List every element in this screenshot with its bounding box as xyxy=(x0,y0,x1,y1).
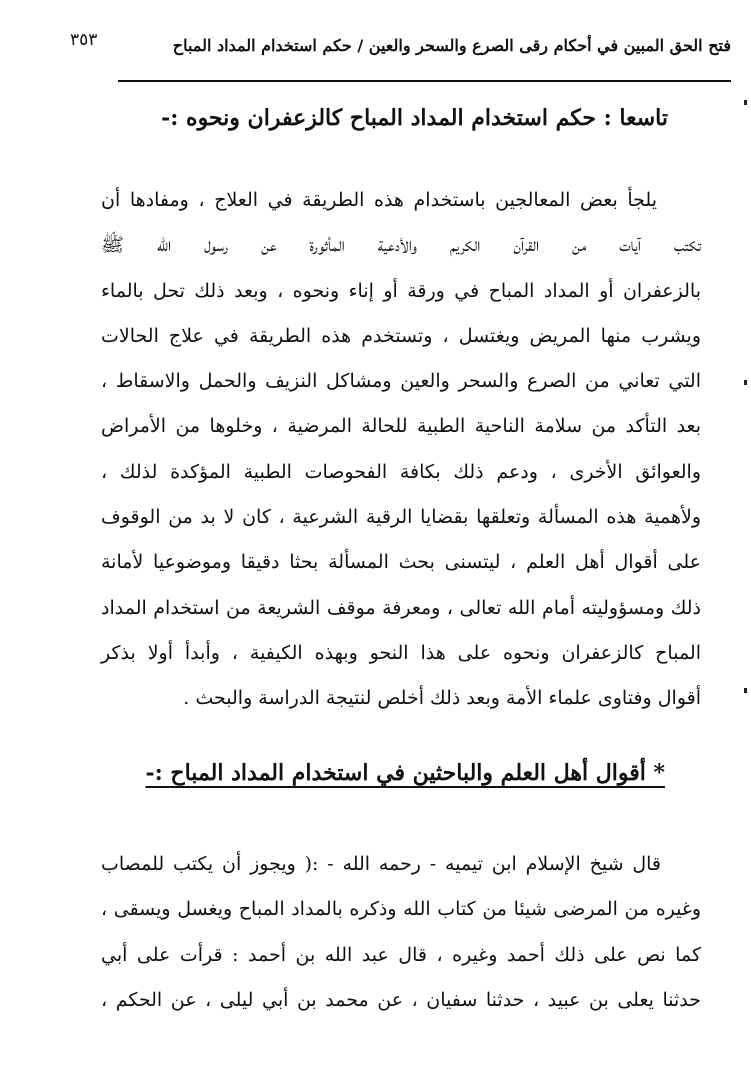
scan-speck xyxy=(744,688,747,693)
paragraph-line: تكتب آيات من القرآن الكريم والأدعية المأثورة عن رسول الله ﷺ xyxy=(101,234,701,257)
paragraph-line: ولأهمية هذه المسألة وتعلقها بقضايا الرقية الشرعية ، كان لا بد من الوقوف xyxy=(101,506,701,529)
paragraph-line: التي تعاني من الصرع والسحر والعين ومشاكل النزيف والحمل والاسقاط ، xyxy=(101,370,701,393)
paragraph-line: بعد التأكد من سلامة الناحية الطبية للحالة المرضية ، وخلوها من الأمراض xyxy=(101,415,701,438)
paragraph-line: يلجأ بعض المعالجين باستخدام هذه الطريقة في العلاج ، ومفادها أن xyxy=(101,189,657,211)
paragraph-line: والعوائق الأخرى ، ودعم ذلك بكافة الفحوصات الطبية المؤكدة لذلك ، xyxy=(101,460,701,483)
header-rule xyxy=(118,80,731,82)
subheading-scholars-opinions: * أقوال أهل العلم والباحثين في استخدام المداد المباح :- xyxy=(145,760,665,786)
paragraph-ibn-taymiyyah xyxy=(101,842,701,1023)
paragraph-line: المباح كالزعفران ونحوه على هذا النحو وبهذه الكيفية ، وأبدأ أولا بذكر xyxy=(101,641,701,664)
paragraph-line: ذلك ومسؤوليته أمام الله تعالى ، ومعرفة موقف الشريعة من استخدام المداد xyxy=(101,596,701,619)
paragraph-line: وغيره من المرضى شيئا من كتاب الله وذكره بالمداد المباح ويغسل ويسقى ، xyxy=(101,898,701,921)
paragraph-line: قال شيخ الإسلام ابن تيميه - رحمه الله - :( ويجوز أن يكتب للمصاب xyxy=(101,853,661,875)
scan-speck xyxy=(744,380,747,385)
section-heading: تاسعا : حكم استخدام المداد المباح كالزعفران ونحوه :- xyxy=(161,105,668,131)
paragraph-line: بالزعفران أو المداد المباح في ورقة أو إناء ونحوه ، وبعد ذلك تحل بالماء xyxy=(101,279,701,302)
paragraph-line: ويشرب منها المريض ويغتسل ، وتستخدم هذه الطريقة في علاج الحالات xyxy=(101,324,701,347)
scan-speck xyxy=(744,100,747,105)
paragraph-line: كما نص على ذلك أحمد وغيره ، قال عبد الله بن أحمد : قرأت على أبي xyxy=(101,943,701,966)
running-header: فتح الحق المبين في أحكام رقى الصرع والسحر والعين / حكم استخدام المداد المباح xyxy=(172,36,731,55)
paragraph-line: أقوال وفتاوى علماء الأمة وبعد ذلك أخلص لنتيجة الدراسة والبحث . xyxy=(183,687,701,710)
paragraph-intro xyxy=(101,178,701,722)
paragraph-line: حدثنا يعلى بن عبيد ، حدثنا سفيان ، عن محمد بن أبي ليلى ، عن الحكم ، xyxy=(101,988,701,1011)
paragraph-line: على أقوال أهل العلم ، ليتسنى بحث المسألة بحثا دقيقا وموضوعيا لأمانة xyxy=(101,551,701,574)
page-number: ٣٥٣ xyxy=(70,30,98,50)
